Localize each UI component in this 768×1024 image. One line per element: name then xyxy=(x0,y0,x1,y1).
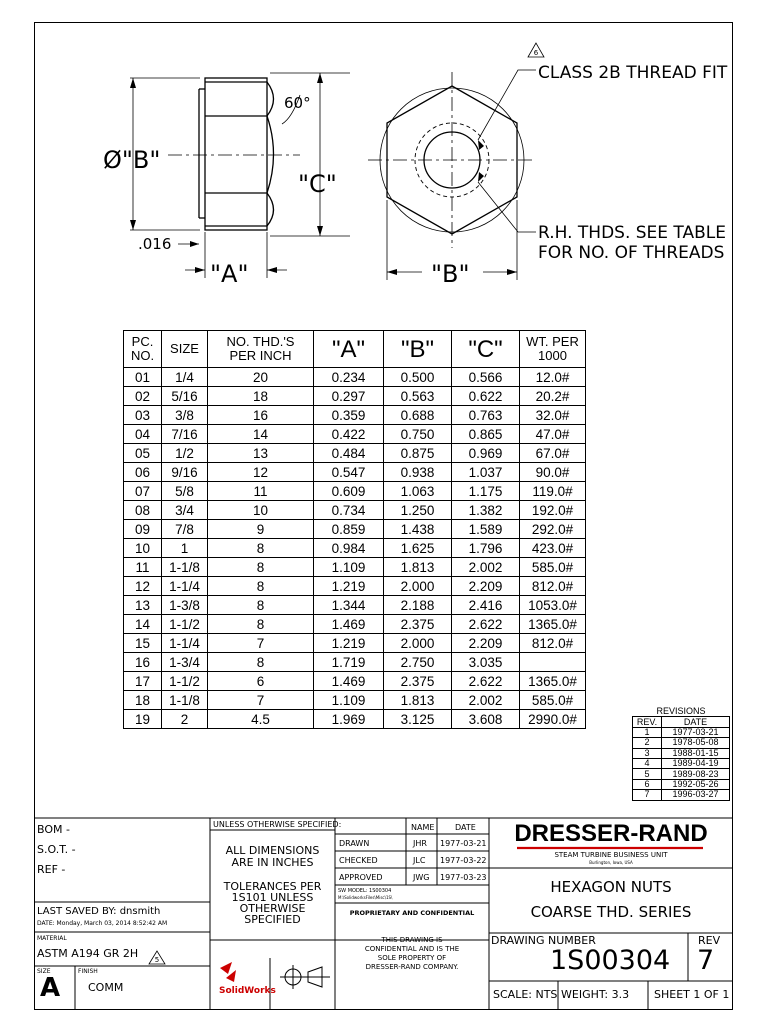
approved-name: JWG xyxy=(413,873,430,882)
cell-threads: 8 xyxy=(208,577,314,596)
cell-threads: 8 xyxy=(208,539,314,558)
cell-pc-no: 02 xyxy=(124,387,162,406)
drawing-number: 1S00304 xyxy=(550,945,671,976)
rev-value: 7 xyxy=(697,945,715,976)
dim-a: "A" xyxy=(210,260,249,288)
cell-c: 2.622 xyxy=(452,672,520,691)
cell-size: 3/4 xyxy=(162,501,208,520)
cell-threads: 12 xyxy=(208,463,314,482)
company-logo: DRESSER-RAND xyxy=(514,820,708,847)
cell-a: 0.297 xyxy=(314,387,384,406)
cell-threads: 14 xyxy=(208,425,314,444)
cell-pc-no: 13 xyxy=(124,596,162,615)
cell-pc-no: 15 xyxy=(124,634,162,653)
cell-size: 7/8 xyxy=(162,520,208,539)
cell-c: 2.002 xyxy=(452,558,520,577)
cell-threads: 6 xyxy=(208,672,314,691)
cell-size: 9/16 xyxy=(162,463,208,482)
header-size: SIZE xyxy=(162,331,208,368)
cell-c: 1.589 xyxy=(452,520,520,539)
cell-a: 1.219 xyxy=(314,577,384,596)
cell-c: 2.209 xyxy=(452,634,520,653)
confidential-note: THIS DRAWING IS CONFIDENTIAL AND IS THE SOLE PROPERTY OF DRESSER-RAND COMPANY. xyxy=(364,936,460,971)
cell-c: 0.969 xyxy=(452,444,520,463)
cell-a: 1.109 xyxy=(314,691,384,710)
cell-weight: 585.0# xyxy=(520,558,586,577)
cell-b: 1.250 xyxy=(384,501,452,520)
cell-weight: 1365.0# xyxy=(520,615,586,634)
cell-a: 1.109 xyxy=(314,558,384,577)
cell-pc-no: 09 xyxy=(124,520,162,539)
revision-number: 7 xyxy=(633,790,662,800)
proprietary-label: PROPRIETARY AND CONFIDENTIAL xyxy=(349,909,475,917)
header-weight: WT. PER 1000 xyxy=(520,331,586,368)
cell-b: 1.625 xyxy=(384,539,452,558)
drawn-date: 1977-03-21 xyxy=(440,839,487,848)
date-saved: DATE: Monday, March 03, 2014 8:52:42 AM xyxy=(37,920,168,927)
cell-b: 2.188 xyxy=(384,596,452,615)
cell-b: 0.938 xyxy=(384,463,452,482)
cell-b: 2.000 xyxy=(384,577,452,596)
cell-a: 0.484 xyxy=(314,444,384,463)
cell-size: 1-1/8 xyxy=(162,691,208,710)
cell-a: 1.969 xyxy=(314,710,384,729)
cell-weight: 585.0# xyxy=(520,691,586,710)
date-header: DATE xyxy=(455,823,476,832)
dim-b-side: Ø"B" xyxy=(103,146,161,174)
drawing-number-label: DRAWING NUMBER xyxy=(491,934,596,947)
cell-threads: 8 xyxy=(208,596,314,615)
cell-threads: 13 xyxy=(208,444,314,463)
cell-size: 1-1/2 xyxy=(162,615,208,634)
dim-b-front: "B" xyxy=(431,260,470,288)
cell-size: 1 xyxy=(162,539,208,558)
cell-c: 2.416 xyxy=(452,596,520,615)
dimensions-note: ALL DIMENSIONS ARE IN INCHES xyxy=(225,844,320,869)
cell-c: 2.622 xyxy=(452,615,520,634)
cell-c: 0.566 xyxy=(452,368,520,387)
cell-weight: 47.0# xyxy=(520,425,586,444)
cell-a: 1.719 xyxy=(314,653,384,672)
cell-threads: 8 xyxy=(208,615,314,634)
material-value: ASTM A194 GR 2H xyxy=(37,947,139,960)
cell-b: 2.000 xyxy=(384,634,452,653)
title-line-2: COARSE THD. SERIES xyxy=(530,903,692,921)
chamfer-label: .016 xyxy=(138,235,172,253)
cell-threads: 8 xyxy=(208,558,314,577)
note-number: 6 xyxy=(533,49,539,57)
angle-label: 60° xyxy=(284,94,311,112)
cell-weight: 90.0# xyxy=(520,463,586,482)
checked-label: CHECKED xyxy=(339,856,378,865)
sw-model: SW MODEL: 1S00304 xyxy=(338,888,392,894)
rh-label-1: R.H. THDS. SEE TABLE xyxy=(538,223,727,243)
cell-pc-no: 14 xyxy=(124,615,162,634)
drawn-name: JHR xyxy=(413,839,427,848)
dim-c: "C" xyxy=(298,170,337,198)
cell-c: 1.382 xyxy=(452,501,520,520)
cell-threads: 4.5 xyxy=(208,710,314,729)
cell-a: 1.344 xyxy=(314,596,384,615)
last-saved: LAST SAVED BY: dnsmith xyxy=(37,906,161,917)
cell-c: 0.865 xyxy=(452,425,520,444)
revision-date: 1996-03-27 xyxy=(662,790,730,800)
cell-size: 1/2 xyxy=(162,444,208,463)
cell-weight: 812.0# xyxy=(520,634,586,653)
material-note-number: 5 xyxy=(154,956,160,964)
cell-threads: 10 xyxy=(208,501,314,520)
size-value: A xyxy=(40,973,61,1003)
cell-a: 1.469 xyxy=(314,672,384,691)
cell-pc-no: 10 xyxy=(124,539,162,558)
cell-size: 2 xyxy=(162,710,208,729)
cell-size: 1-3/4 xyxy=(162,653,208,672)
cell-threads: 7 xyxy=(208,691,314,710)
cell-pc-no: 06 xyxy=(124,463,162,482)
cell-weight: 192.0# xyxy=(520,501,586,520)
cell-weight: 1365.0# xyxy=(520,672,586,691)
cell-b: 0.688 xyxy=(384,406,452,425)
cell-b: 1.813 xyxy=(384,558,452,577)
cell-a: 0.734 xyxy=(314,501,384,520)
cell-b: 2.375 xyxy=(384,672,452,691)
cell-pc-no: 19 xyxy=(124,710,162,729)
rev-label: REV xyxy=(698,934,721,947)
header-pc-no: PC. NO. xyxy=(124,331,162,368)
cell-c: 3.608 xyxy=(452,710,520,729)
cell-threads: 18 xyxy=(208,387,314,406)
cell-b: 1.438 xyxy=(384,520,452,539)
cell-pc-no: 18 xyxy=(124,691,162,710)
finish-value: COMM xyxy=(88,981,124,994)
header-c: "C" xyxy=(452,331,520,368)
date-col-header: DATE xyxy=(662,717,730,727)
cell-a: 0.859 xyxy=(314,520,384,539)
sw-path: M:\SolidworksFiles\Misc\1S\ xyxy=(338,895,393,900)
sot-label: S.O.T. - xyxy=(37,843,76,856)
cell-threads: 11 xyxy=(208,482,314,501)
revision-date: 1988-01-15 xyxy=(662,748,730,758)
name-header: NAME xyxy=(411,823,435,832)
cell-c: 2.209 xyxy=(452,577,520,596)
cell-b: 2.750 xyxy=(384,653,452,672)
cell-c: 1.037 xyxy=(452,463,520,482)
cell-weight: 812.0# xyxy=(520,577,586,596)
cell-pc-no: 07 xyxy=(124,482,162,501)
header-threads: NO. THD.'S PER INCH xyxy=(208,331,314,368)
cell-c: 0.622 xyxy=(452,387,520,406)
cell-pc-no: 03 xyxy=(124,406,162,425)
cell-b: 0.750 xyxy=(384,425,452,444)
tolerances-note: TOLERANCES PER 1S101 UNLESS OTHERWISE SPECIFIED xyxy=(223,880,322,926)
cell-a: 1.469 xyxy=(314,615,384,634)
title-line-1: HEXAGON NUTS xyxy=(550,878,672,896)
unless-label: UNLESS OTHERWISE SPECIFIED: xyxy=(213,820,342,829)
cell-size: 1-1/2 xyxy=(162,672,208,691)
revision-date: 1989-04-19 xyxy=(662,758,730,768)
cell-pc-no: 05 xyxy=(124,444,162,463)
cell-size: 7/16 xyxy=(162,425,208,444)
revisions-title: REVISIONS xyxy=(633,707,730,717)
header-b: "B" xyxy=(384,331,452,368)
business-location: Burlington, Iowa, USA xyxy=(589,860,633,865)
cell-threads: 16 xyxy=(208,406,314,425)
cell-weight: 292.0# xyxy=(520,520,586,539)
cell-a: 0.984 xyxy=(314,539,384,558)
class-label: CLASS 2B THREAD FIT xyxy=(538,63,728,83)
rev-col-header: REV. xyxy=(633,717,662,727)
cell-threads: 7 xyxy=(208,634,314,653)
revision-number: 3 xyxy=(633,748,662,758)
cell-pc-no: 17 xyxy=(124,672,162,691)
cell-pc-no: 11 xyxy=(124,558,162,577)
cell-a: 0.609 xyxy=(314,482,384,501)
cell-threads: 20 xyxy=(208,368,314,387)
revision-date: 1992-05-26 xyxy=(662,779,730,789)
revision-date: 1989-08-23 xyxy=(662,769,730,779)
cell-c: 0.763 xyxy=(452,406,520,425)
cell-size: 5/16 xyxy=(162,387,208,406)
cell-a: 0.547 xyxy=(314,463,384,482)
approved-date: 1977-03-23 xyxy=(440,873,487,882)
cell-size: 1-3/8 xyxy=(162,596,208,615)
revision-number: 1 xyxy=(633,727,662,737)
cell-b: 1.063 xyxy=(384,482,452,501)
cell-size: 1-1/4 xyxy=(162,634,208,653)
revision-date: 1978-05-08 xyxy=(662,738,730,748)
size-label: SIZE xyxy=(37,968,51,975)
bom-label: BOM - xyxy=(37,823,70,836)
sheet-label: SHEET 1 OF 1 xyxy=(654,988,730,1001)
scale-label: SCALE: NTS xyxy=(493,988,558,1001)
cell-pc-no: 16 xyxy=(124,653,162,672)
rh-label-2: FOR NO. OF THREADS xyxy=(538,243,725,263)
cell-size: 3/8 xyxy=(162,406,208,425)
cell-c: 1.175 xyxy=(452,482,520,501)
header-a: "A" xyxy=(314,331,384,368)
cell-c: 3.035 xyxy=(452,653,520,672)
approved-label: APPROVED xyxy=(339,873,383,882)
cell-threads: 9 xyxy=(208,520,314,539)
cell-a: 0.234 xyxy=(314,368,384,387)
cell-c: 2.002 xyxy=(452,691,520,710)
finish-label: FINISH xyxy=(78,968,98,975)
cell-weight: 12.0# xyxy=(520,368,586,387)
cell-size: 1-1/4 xyxy=(162,577,208,596)
revision-date: 1977-03-21 xyxy=(662,727,730,737)
cell-weight: 2990.0# xyxy=(520,710,586,729)
cell-pc-no: 01 xyxy=(124,368,162,387)
cell-b: 3.125 xyxy=(384,710,452,729)
material-label: MATERIAL xyxy=(37,935,67,942)
cell-b: 2.375 xyxy=(384,615,452,634)
cell-a: 0.359 xyxy=(314,406,384,425)
cell-b: 0.500 xyxy=(384,368,452,387)
cell-pc-no: 04 xyxy=(124,425,162,444)
cell-weight: 423.0# xyxy=(520,539,586,558)
cell-c: 1.796 xyxy=(452,539,520,558)
ref-label: REF - xyxy=(37,863,66,876)
revision-number: 4 xyxy=(633,758,662,768)
cell-size: 5/8 xyxy=(162,482,208,501)
revision-number: 2 xyxy=(633,738,662,748)
drawn-label: DRAWN xyxy=(339,839,370,848)
cell-pc-no: 08 xyxy=(124,501,162,520)
cell-weight: 67.0# xyxy=(520,444,586,463)
cell-b: 1.813 xyxy=(384,691,452,710)
cell-weight: 1053.0# xyxy=(520,596,586,615)
revision-number: 5 xyxy=(633,769,662,779)
cell-b: 0.875 xyxy=(384,444,452,463)
cell-b: 0.563 xyxy=(384,387,452,406)
cell-size: 1-1/8 xyxy=(162,558,208,577)
cell-a: 0.422 xyxy=(314,425,384,444)
weight-label: WEIGHT: 3.3 xyxy=(561,988,630,1001)
cell-threads: 8 xyxy=(208,653,314,672)
revision-number: 6 xyxy=(633,779,662,789)
cell-pc-no: 12 xyxy=(124,577,162,596)
cell-weight: 119.0# xyxy=(520,482,586,501)
solidworks-logo xyxy=(219,962,276,996)
business-unit: STEAM TURBINE BUSINESS UNIT xyxy=(554,851,668,859)
svg-text:SolidWorks: SolidWorks xyxy=(219,986,276,996)
cell-weight: 32.0# xyxy=(520,406,586,425)
checked-date: 1977-03-22 xyxy=(440,856,487,865)
checked-name: JLC xyxy=(413,856,426,865)
cell-weight: 20.2# xyxy=(520,387,586,406)
cell-size: 1/4 xyxy=(162,368,208,387)
projection-symbol xyxy=(280,965,330,989)
cell-a: 1.219 xyxy=(314,634,384,653)
